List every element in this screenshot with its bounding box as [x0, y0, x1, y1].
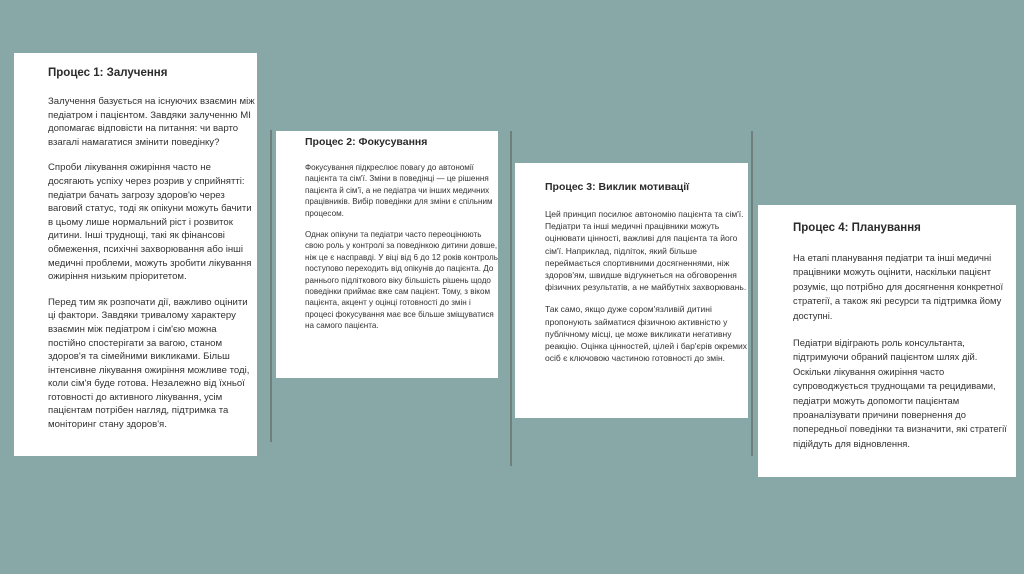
- card-title: Процес 1: Залучення: [48, 67, 168, 79]
- divider-line: [510, 131, 512, 466]
- divider-line: [270, 130, 272, 442]
- card-title: Процес 2: Фокусування: [305, 136, 428, 148]
- card-paragraph: Спроби лікування ожиріння часто не досягають успіху через розрив у сприйнятті: педіатри бачать загрозу здоров'ю через ваговий статус, тоді як опікуни можуть бачити в цьому лише нормальний ріст і розвиток дитини. Інші труднощі, такі як фінансові обмеження, психічні захворювання або інші медичні проблеми, можуть зробити лікування ожиріння низьким пріоритетом.: [48, 162, 252, 283]
- process-card-planning: [758, 205, 1016, 477]
- process-card-focusing: [276, 131, 498, 378]
- divider-line: [751, 131, 753, 456]
- card-title: Процес 4: Планування: [793, 222, 921, 234]
- card-paragraph: Так само, якщо дуже сором'язливій дитині пропонують займатися фізичною активністю у публічному місці, це може викликати негативну реакцію. Оцінка цінностей, цілей і бар'єрів окремих осіб є ключовою частиною готовності до змін.: [545, 304, 748, 364]
- process-card-engagement: [14, 53, 257, 456]
- card-paragraph: Фокусування підкреслює повагу до автономії пацієнта та сім'ї. Зміни в поведінці — це рішення пацієнта й сім'ї, а не педіатра чи інших медичних працівників. Вибір поведінки для зміни є спільним процесом.: [305, 163, 493, 218]
- process-card-evoking: [515, 163, 748, 418]
- card-paragraph: На етапі планування педіатри та інші медичні працівники можуть оцінити, наскільки пацієнт розуміє, що потрібно для досягнення конкретної стратегії, а також які ресурси та підтримка йому доступні.: [793, 252, 1004, 321]
- card-paragraph: Педіатри відіграють роль консультанта, підтримуючи обраний пацієнтом шлях дій. Оскільки лікування ожиріння часто супроводжується труднощами та рецидивами, педіатри можуть допомогти пацієнтам проаналізувати причини повернення до попередньої поведінки та визначити, які стратегії підійдуть для відновлення.: [793, 337, 1007, 449]
- card-paragraph: Однак опікуни та педіатри часто переоцінюють свою роль у контролі за поведінкою дитини довше, ніж це є насправді. У віці від 6 до 12 років контроль поступово переходить від опікунів до пацієнта. До раннього підліткового віку більшість рішень щодо поведінки приймає вже сам пацієнт. Тому, з віком пацієнта, акцент у оцінці готовності до змін і процесі фокусування має все більше зміщуватися на самого пацієнта.: [305, 230, 498, 331]
- card-paragraph: Цей принцип посилює автономію пацієнта та сім'ї. Педіатри та інші медичні працівники можуть оцінювати цінності, важливі для пацієнта та його сім'ї. Наприклад, підліток, який більше переймається спортивними досягненнями, ніж здоров'ям, швидше відгукнеться на обговорення фізичних результатів, а не майбутніх захворювань.: [545, 209, 747, 293]
- card-paragraph: Залучення базується на існуючих взаємин між педіатром і пацієнтом. Завдяки залученню MI допомагає відповісти на питання: чи варто взагалі намагатися змінити поведінку?: [48, 96, 255, 148]
- card-paragraph: Перед тим як розпочати дії, важливо оцінити ці фактори. Завдяки тривалому характеру взаємин між педіатром і сім'єю можна постійно спостерігати за вагою, станом здоров'я та сімейними викликами. Більш інтенсивне лікування ожиріння можливе тоді, коли сім'я буде готова. Незалежно від їхньої готовності до активного лікування, усім пацієнтам потрібен нагляд, підтримка та моніторинг стану здоров'я.: [48, 296, 250, 431]
- card-title: Процес 3: Виклик мотивації: [545, 181, 690, 193]
